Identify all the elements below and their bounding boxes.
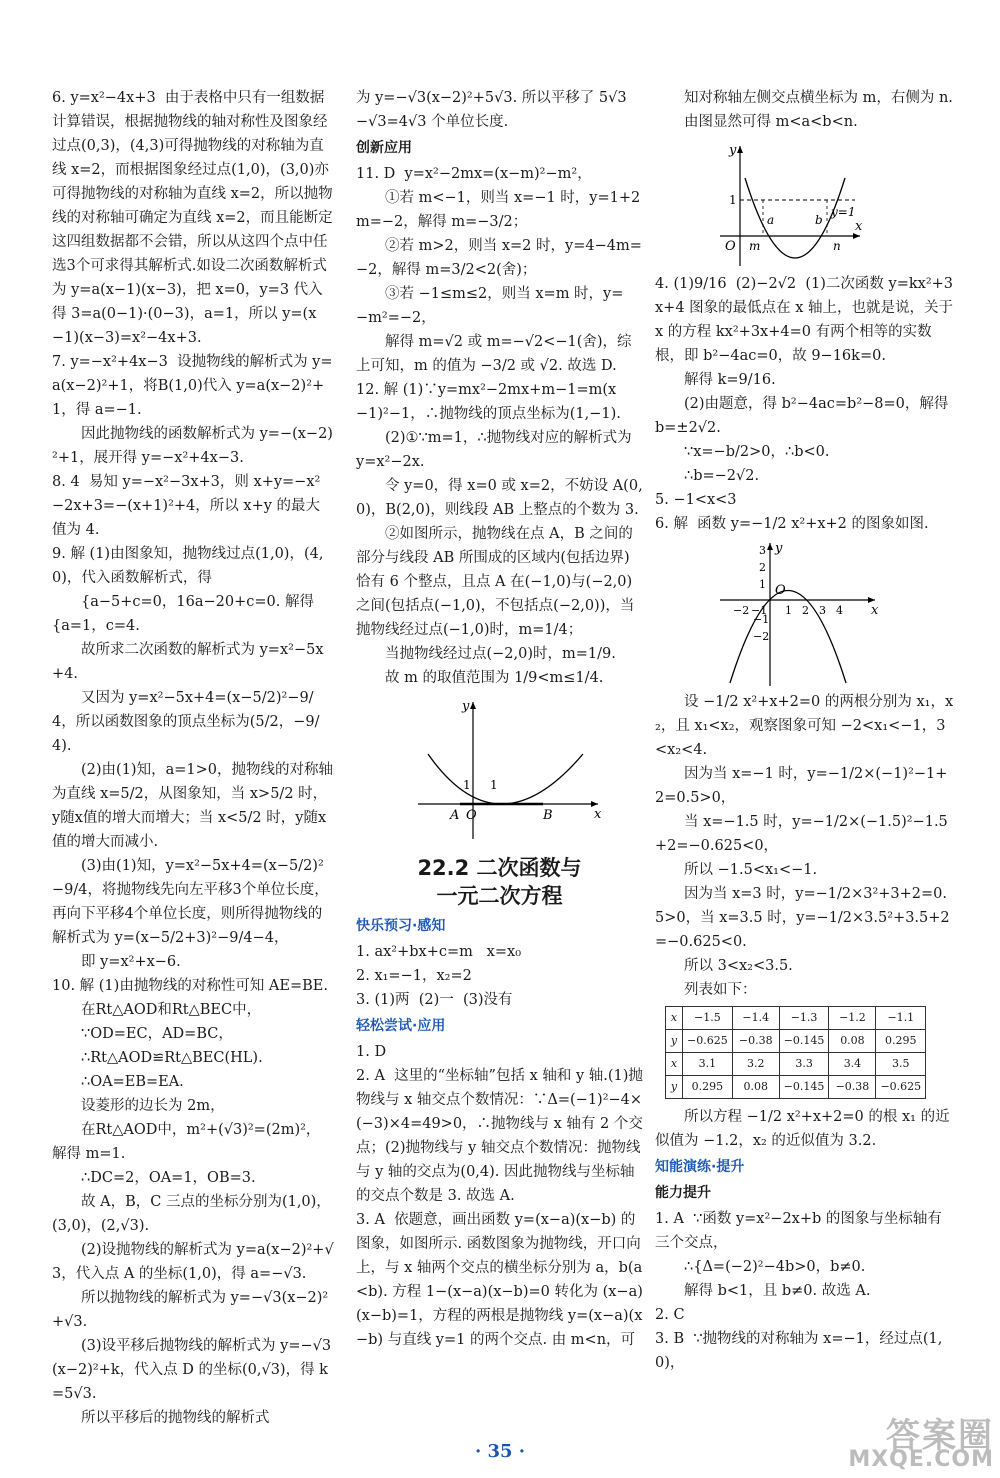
point-label-A: A: [450, 808, 460, 823]
parabola-figure-3: [705, 138, 865, 268]
answer-10-cont: 为 y=−√3(x−2)²+5√3. 所以平移了 5√3−√3=4√3 个单位长度.: [356, 90, 627, 130]
table-cell: −1.5: [683, 1007, 733, 1030]
answer-9-part2: (2)由(1)知，a=1>0，抛物线的对称轴为直线 x=5/2，从图象知，当 x>5/2 时，y随x值的增大而增大；当 x<5/2 时，y随x值的增大而减小.: [52, 762, 333, 850]
practice-answer: 解得 b<1，且 b≠0. 故选 A.: [684, 1283, 871, 1299]
table-cell: −1.4: [732, 1007, 779, 1030]
watermark-logo: [848, 1416, 994, 1472]
x-tick: 3: [819, 604, 826, 617]
y-tick: 3: [759, 544, 766, 557]
axis-label-y: y: [729, 143, 737, 158]
answer-10-line: (2)设抛物线的解析式为 y=a(x−2)²+√3，代入点 A 的坐标(1,0)，得 a=−√3.: [52, 1242, 334, 1282]
answer-9-part3: (3)由(1)知，y=x²−5x+4=(x−5/2)²−9/4，将抛物线先向左平移3个单位长度，再向下平移4个单位长度，则所得抛物线的解析式为 y=(x−5/2+3)²−9/4−4，: [52, 858, 329, 946]
answer-10-line: 在Rt△AOD和Rt△BEC中，: [81, 1002, 262, 1018]
origin-label: O: [466, 808, 477, 823]
table-cell: −0.145: [779, 1030, 829, 1053]
answer-6-line: 所以 −1.5<x₁<−1.: [684, 862, 818, 878]
practice-answer: ∴{Δ=(−2)²−4b>0，b≠0.: [684, 1259, 866, 1275]
section-try: 轻松尝试·应用: [356, 1018, 446, 1034]
answer-12-line: ②如图所示，抛物线在点 A，B 之间的部分与线段 AB 所围成的区域内(包括边界)恰有 6 个整点，且点 A 在(−1,0)与(−2,0)之间(包括点(−1,0)，不包括点(−2,0))，当抛物线经过点(−1,0)时，m=1/4；: [356, 526, 635, 638]
answer-11-case: ③若 −1≤m≤2，则当 x=m 时，y=−m²=−2，: [356, 286, 624, 326]
answer-10-line: (3)设平移后抛物线的解析式为 y=−√3(x−2)²+k，代入点 D 的坐标(0,√3)，得 k=5√3.: [52, 1338, 332, 1402]
tick-label: 1: [463, 778, 471, 792]
y-tick: 1: [759, 578, 766, 591]
origin-label: O: [775, 583, 786, 598]
try-answer-3-cont: 知对称轴左侧交点横坐标为 m，右侧为 n.: [684, 90, 953, 106]
table-cell: −0.625: [876, 1076, 926, 1099]
column-left: [52, 86, 334, 1430]
section-ability: 能力提升: [655, 1185, 711, 1201]
practice-answer: 1. A ∵函数 y=x²−2x+b 的图象与坐标轴有三个交点，: [655, 1211, 942, 1251]
answer-11-case: ①若 m<−1，则当 x=−1 时，y=1+2m=−2，解得 m=−3/2；: [356, 190, 641, 230]
answer-9-result: 故所求二次函数的解析式为 y=x²−5x+4.: [52, 642, 324, 682]
answer-10-line: 故 A，B，C 三点的坐标分别为(1,0)，(3,0)，(2,√3).: [52, 1194, 331, 1234]
table-cell: −1.1: [876, 1007, 926, 1030]
answer-12-line: 令 y=0，得 x=0 或 x=2，不妨设 A(0,0)，B(2,0)，则线段 AB 上整点的个数为 3.: [356, 478, 643, 518]
answer-6: 6. 解 函数 y=−1/2 x²+x+2 的图象如图.: [655, 516, 929, 532]
answer-10-line: 设菱形的边长为 2m，: [81, 1098, 225, 1114]
origin-label: O: [725, 239, 736, 254]
x-tick: 1: [785, 604, 792, 617]
try-answer: 3. A 依题意，画出函数 y=(x−a)(x−b) 的图象，如图所示. 函数图象为抛物线，开口向上，与 x 轴两个交点的横坐标分别为 a，b(a<b). 方程 1−(x−a)(x−b)=0 转化为 (x−a)(x−b)=1，方程的两根是抛物线 y=(x−a)(x−b) 与直线 y=1 的两个交点. 由 m<n，可: [356, 1212, 643, 1348]
point-label-B: B: [543, 808, 553, 823]
try-answer: 1. D: [356, 1044, 387, 1060]
answer-11-case: ②若 m>2，则当 x=2 时，y=4−4m=−2，解得 m=3/2<2(舍)；: [356, 238, 642, 278]
table-cell: 3.5: [876, 1053, 926, 1076]
try-answer-3-cont: 由图显然可得 m<a<b<n.: [684, 114, 858, 130]
answer-4-line: 解得 k=9/16.: [684, 372, 776, 388]
answer-8: 8. 4 易知 y=−x²−3x+3，则 x+y=−x²−2x+3=−(x+1)²+4，所以 x+y 的最大值为 4.: [52, 474, 321, 538]
section-title-line1: 22.2 二次函数与: [417, 856, 582, 880]
y-tick: −2: [753, 630, 770, 643]
table-cell: 0.295: [683, 1076, 733, 1099]
table-cell: −0.38: [829, 1076, 876, 1099]
watermark-line2: MXQE.COM: [848, 1447, 994, 1472]
answer-4-line: (2)由题意，得 b²−4ac=b²−8=0，解得 b=±2√2.: [655, 396, 953, 436]
x-tick: −1: [751, 604, 768, 617]
table-cell: −1.2: [829, 1007, 876, 1030]
table-cell: 3.1: [683, 1053, 733, 1076]
axis-label-x: x: [871, 603, 879, 618]
table-row: [666, 1053, 926, 1076]
column-middle: [356, 86, 643, 1352]
section-title: [356, 854, 643, 910]
line-label-y1: y=1: [831, 205, 856, 219]
table-cell: 0.08: [829, 1030, 876, 1053]
x-tick: 4: [836, 604, 843, 617]
answer-10-line: ∵OD=EC，AD=BC，: [81, 1026, 233, 1042]
table-cell: x: [666, 1007, 683, 1030]
table-row: [666, 1007, 926, 1030]
answer-10: 10. 解 (1)由抛物线的对称性可知 AE=BE.: [52, 978, 328, 994]
point-label-n: n: [833, 239, 841, 253]
y-tick: 2: [759, 561, 766, 574]
page-number: · 35 ·: [474, 1441, 526, 1462]
answer-6-line: 当 x=−1.5 时，y=−1/2×(−1.5)²−1.5+2=−0.625<0，: [655, 814, 948, 854]
try-answer: 2. A 这里的“坐标轴”包括 x 轴和 y 轴.(1)抛物线与 x 轴交点个数情况：∵Δ=(−1)²−4×(−3)×4=49>0，∴抛物线与 x 轴有 2 个交点；(2)抛物线与 y 轴交点个数情况：抛物线与 y 轴的交点为(0,4). 因此抛物线与坐标轴的交点个数是 3. 故选 A.: [356, 1068, 643, 1204]
answer-6-line: 因为当 x=−1 时，y=−1/2×(−1)²−1+2=0.5>0，: [655, 766, 948, 806]
answer-6-line: 因为当 x=3 时，y=−1/2×3²+3+2=0.5>0，当 x=3.5 时，y=−1/2×3.5²+3.5+2=−0.625<0.: [655, 886, 950, 950]
answer-5: 5. −1<x<3: [655, 492, 737, 508]
section-title-line2: 一元二次方程: [436, 884, 563, 908]
answer-4-line: ∴b=−2√2.: [684, 468, 760, 484]
tick-label: 1: [490, 778, 498, 792]
point-label-b: b: [815, 213, 823, 227]
answer-10-line: 所以抛物线的解析式为 y=−√3(x−2)²+√3.: [52, 1290, 329, 1330]
answer-6-line: 设 −1/2 x²+x+2=0 的两根分别为 x₁，x₂，且 x₁<x₂，观察图象可知 −2<x₁<−1，3<x₂<4.: [655, 694, 954, 758]
answer-10-line: ∴OA=EB=EA.: [81, 1074, 184, 1090]
answer-6-line: 所以 3<x₂<3.5.: [684, 958, 793, 974]
answer-7: 7. y=−x²+4x−3 设抛物线的解析式为 y=a(x−2)²+1，将B(1,0)代入 y=a(x−2)²+1，得 a=−1.: [52, 354, 333, 418]
practice-answer: 3. B ∵抛物线的对称轴为 x=−1，经过点(1,0)，: [655, 1331, 943, 1371]
answer-10-line: 所以平移后的抛物线的解析式: [81, 1410, 270, 1426]
answer-6-line: 列表如下：: [684, 982, 757, 998]
answer-12-line: (2)①∵m=1，∴抛物线对应的解析式为 y=x²−2x.: [356, 430, 637, 470]
watermark-line1: 答案圈: [886, 1416, 994, 1456]
answer-4-line: ∵x=−b/2>0，∴b<0.: [684, 444, 830, 460]
x-tick: −2: [733, 604, 750, 617]
point-label-a: a: [767, 213, 775, 227]
table-cell: 0.295: [876, 1030, 926, 1053]
answer-10-line: ∴Rt△AOD≌Rt△BEC(HL).: [81, 1050, 263, 1066]
preview-answer: 3. (1)两 (2)一 (3)没有: [356, 992, 513, 1008]
answer-11: 11. D y=x²−2mx=(x−m)²−m²，: [356, 166, 592, 182]
answer-4: 4. (1)9/16 (2)−2√2 (1)二次函数 y=kx²+3x+4 图象的最低点在 x 轴上，也就是说，关于 x 的方程 kx²+3x+4=0 有两个相等的实数根，即 b²−4ac=0，故 9−16k=0.: [655, 276, 958, 364]
table-cell: 3.4: [829, 1053, 876, 1076]
answer-10-line: ∴DC=2，OA=1，OB=3.: [81, 1170, 256, 1186]
table-cell: 0.08: [732, 1076, 779, 1099]
table-cell: y: [666, 1076, 683, 1099]
table-row: [666, 1030, 926, 1053]
table-cell: −0.625: [683, 1030, 733, 1053]
answer-9-final: 即 y=x²+x−6.: [81, 954, 181, 970]
answer-7-cont: 因此抛物线的函数解析式为 y=−(x−2)²+1，展开得 y=−x²+4x−3.: [52, 426, 333, 466]
section-preview: 快乐预习·感知: [356, 918, 446, 934]
values-table: [665, 1006, 926, 1099]
x-tick: 2: [802, 604, 809, 617]
table-cell: −0.145: [779, 1076, 829, 1099]
preview-answer: 2. x₁=−1，x₂=2: [356, 968, 472, 984]
parabola-figure-12: [408, 694, 608, 844]
answer-9-vertex: 又因为 y=x²−5x+4=(x−5/2)²−9/4，所以函数图象的顶点坐标为(5/2，−9/4).: [52, 690, 320, 754]
answer-6: 6. y=x²−4x+3 由于表格中只有一组数据计算错误，根据抛物线的轴对称性及图象经过点(0,3)，(4,3)可得抛物线的对称轴为直线 x=2，而根据图象经过点(1,0)，(3,0)亦可得抛物线的对称轴为直线 x=2，所以抛物线的对称轴可确定为直线 x=2，而且能断定这四组数据都不会错，所以从这四个点中任选3个可求得其解析式.如设二次函数解析式为 y=a(x−1)(x−3)，把 x=0，y=3 代入得 3=a(0−1)·(0−3)，a=1，所以 y=(x−1)(x−3)=x²−4x+3.: [52, 90, 333, 346]
table-cell: y: [666, 1030, 683, 1053]
practice-answer: 2. C: [655, 1307, 685, 1323]
answer-12: 12. 解 (1)∵y=mx²−2mx+m−1=m(x−1)²−1，∴抛物线的顶点坐标为(1,−1).: [356, 382, 621, 422]
axis-label-y: y: [462, 699, 470, 714]
axis-label-x: x: [855, 219, 863, 234]
answer-9: 9. 解 (1)由图象知，抛物线过点(1,0)，(4,0)，代入函数解析式，得: [52, 546, 324, 586]
tick-label: 1: [729, 193, 737, 207]
point-label-m: m: [749, 239, 761, 253]
answer-12-line: 故 m 的取值范围为 1/9<m≤1/4.: [385, 670, 604, 686]
preview-answer: 1. ax²+bx+c=m x=x₀: [356, 944, 522, 960]
table-cell: x: [666, 1053, 683, 1076]
answer-10-line: 在Rt△AOD中，m²+(√3)²=(2m)²，解得 m=1.: [52, 1122, 321, 1162]
answer-6-conclusion: 所以方程 −1/2 x²+x+2=0 的根 x₁ 的近似值为 −1.2，x₂ 的近似值为 3.2.: [655, 1109, 950, 1149]
section-practice: 知能演练·提升: [655, 1159, 745, 1175]
answer-11-conclusion: 解得 m=√2 或 m=−√2<−1(舍)，综上可知，m 的值为 −3/2 或 √2. 故选 D.: [356, 334, 632, 374]
table-cell: 3.3: [779, 1053, 829, 1076]
column-right: [655, 86, 958, 1375]
table-cell: −0.38: [732, 1030, 779, 1053]
y-tick: −1: [753, 613, 770, 626]
answer-12-line: 当抛物线经过点(−2,0)时，m=1/9.: [385, 646, 616, 662]
axis-label-y: y: [775, 541, 783, 556]
parabola-figure-6: [715, 538, 885, 688]
axis-label-x: x: [594, 807, 602, 822]
answer-9-system: {a−5+c=0，16a−20+c=0. 解得 {a=1，c=4.: [52, 594, 319, 634]
section-innovation: 创新应用: [356, 140, 412, 156]
table-row: [666, 1076, 926, 1099]
table-cell: −1.3: [779, 1007, 829, 1030]
table-cell: 3.2: [732, 1053, 779, 1076]
